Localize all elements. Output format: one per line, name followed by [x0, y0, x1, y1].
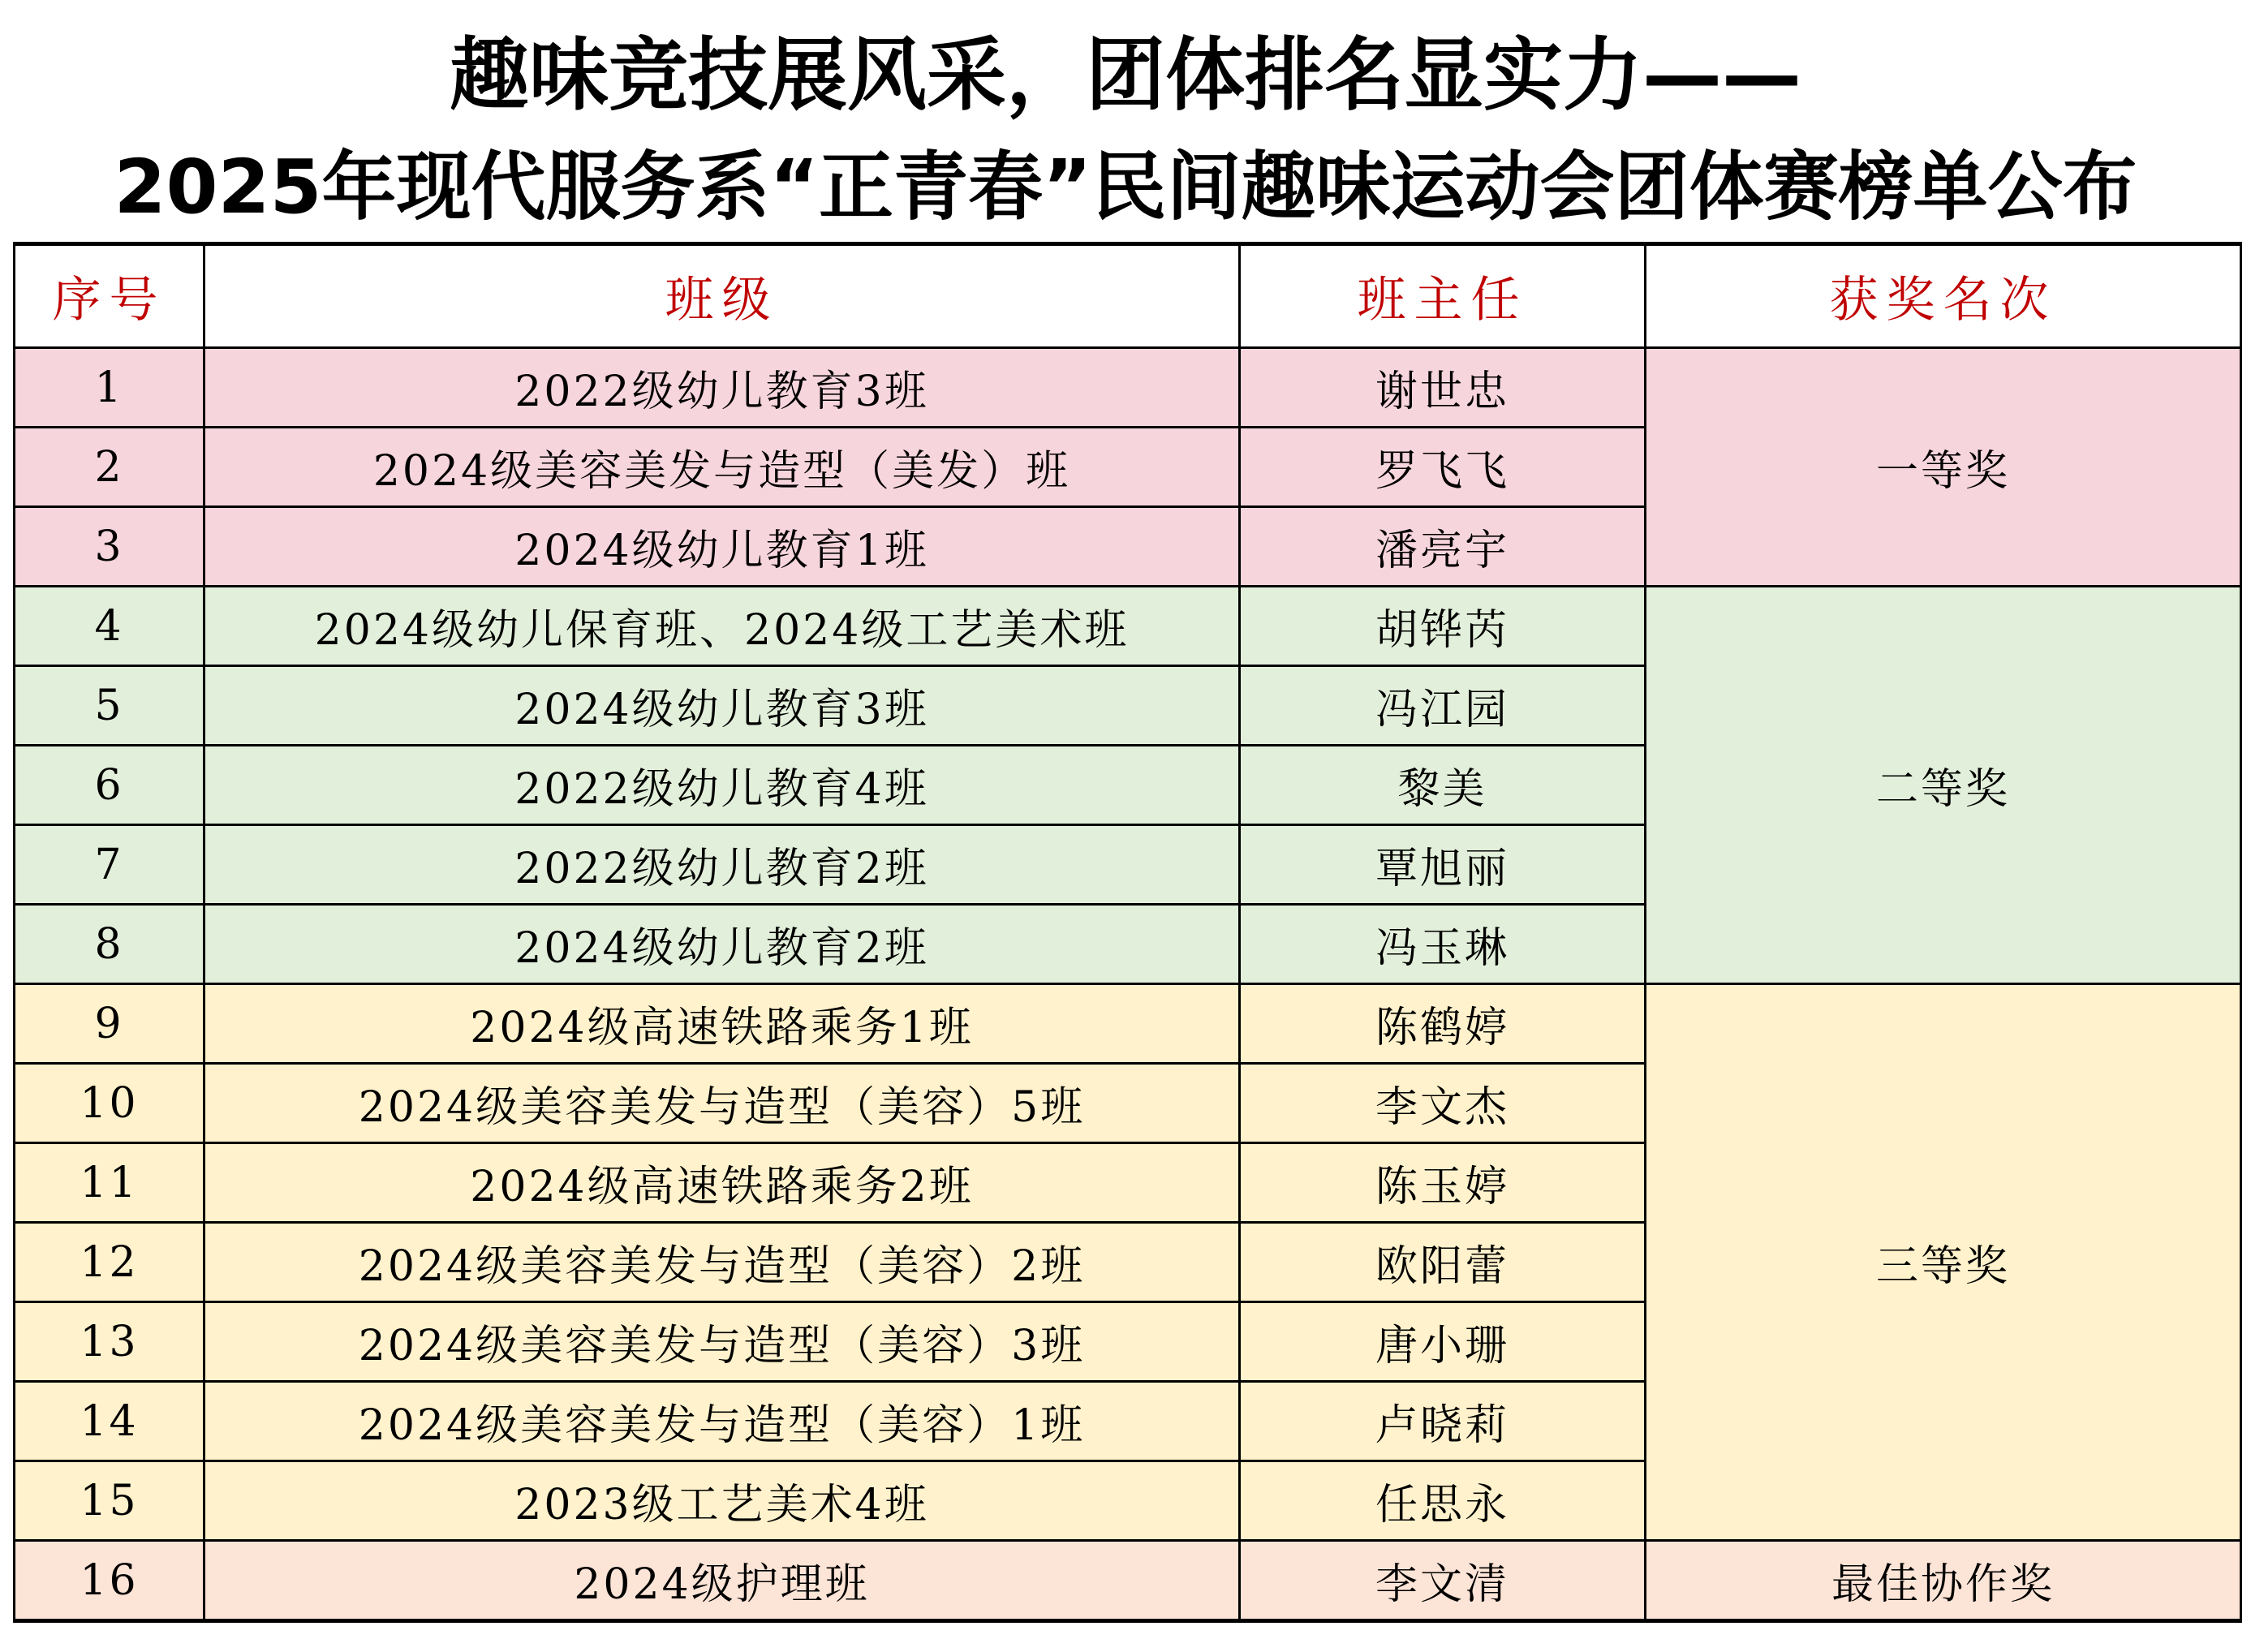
table-row: [15, 348, 2241, 428]
cell-no: 15: [15, 1461, 204, 1541]
cell-teacher: 罗飞飞: [1240, 428, 1646, 507]
cell-teacher: 冯江园: [1240, 666, 1646, 746]
cell-class: 2024级护理班: [204, 1541, 1240, 1621]
cell-class: 2024级幼儿教育1班: [204, 507, 1240, 587]
cell-class: 2024级美容美发与造型（美容）1班: [204, 1382, 1240, 1461]
cell-class: 2024级幼儿保育班、2024级工艺美术班: [204, 587, 1240, 666]
table-row: [15, 1541, 2241, 1621]
page-subtitle: 2025年现代服务系“正青春”民间趣味运动会团体赛榜单公布: [114, 144, 2137, 230]
cell-teacher: 陈鹤婷: [1240, 984, 1646, 1064]
header-no: 序号: [15, 244, 204, 348]
cell-no: 4: [15, 587, 204, 666]
cell-no: 5: [15, 666, 204, 746]
table-header-row: [15, 244, 2241, 348]
cell-teacher: 黎美: [1240, 746, 1646, 825]
cell-teacher: 陈玉婷: [1240, 1143, 1646, 1223]
cell-class: 2024级高速铁路乘务2班: [204, 1143, 1240, 1223]
cell-class: 2022级幼儿教育4班: [204, 746, 1240, 825]
cell-no: 7: [15, 825, 204, 905]
cell-teacher: 唐小珊: [1240, 1302, 1646, 1382]
cell-no: 10: [15, 1064, 204, 1143]
cell-no: 6: [15, 746, 204, 825]
ranking-table: [13, 242, 2242, 1623]
cell-prize-cooperation: 最佳协作奖: [1646, 1541, 2241, 1621]
cell-no: 3: [15, 507, 204, 587]
cell-teacher: 李文杰: [1240, 1064, 1646, 1143]
cell-teacher: 欧阳蕾: [1240, 1223, 1646, 1302]
cell-class: 2024级高速铁路乘务1班: [204, 984, 1240, 1064]
cell-no: 1: [15, 348, 204, 428]
cell-no: 13: [15, 1302, 204, 1382]
cell-class: 2024级美容美发与造型（美容）2班: [204, 1223, 1240, 1302]
cell-class: 2022级幼儿教育3班: [204, 348, 1240, 428]
cell-class: 2024级美容美发与造型（美发）班: [204, 428, 1240, 507]
cell-no: 9: [15, 984, 204, 1064]
cell-teacher: 潘亮宇: [1240, 507, 1646, 587]
header-prize: 获奖名次: [1646, 244, 2241, 348]
cell-no: 8: [15, 905, 204, 984]
cell-teacher: 卢晓莉: [1240, 1382, 1646, 1461]
cell-teacher: 任思永: [1240, 1461, 1646, 1541]
cell-teacher: 冯玉琳: [1240, 905, 1646, 984]
cell-no: 14: [15, 1382, 204, 1461]
cell-no: 16: [15, 1541, 204, 1621]
cell-prize-third: 三等奖: [1646, 984, 2241, 1541]
cell-class: 2024级幼儿教育3班: [204, 666, 1240, 746]
cell-teacher: 胡铧芮: [1240, 587, 1646, 666]
cell-no: 2: [15, 428, 204, 507]
cell-no: 11: [15, 1143, 204, 1223]
cell-teacher: 谢世忠: [1240, 348, 1646, 428]
cell-class: 2024级美容美发与造型（美容）5班: [204, 1064, 1240, 1143]
table-row: [15, 984, 2241, 1064]
header-class: 班级: [204, 244, 1240, 348]
cell-class: 2024级幼儿教育2班: [204, 905, 1240, 984]
cell-class: 2022级幼儿教育2班: [204, 825, 1240, 905]
cell-class: 2024级美容美发与造型（美容）3班: [204, 1302, 1240, 1382]
page-title: 趣味竞技展风采，团体排名显实力——: [449, 29, 1801, 122]
table-row: [15, 587, 2241, 666]
header-teacher: 班主任: [1240, 244, 1646, 348]
cell-no: 12: [15, 1223, 204, 1302]
cell-teacher: 李文清: [1240, 1541, 1646, 1621]
cell-teacher: 覃旭丽: [1240, 825, 1646, 905]
cell-class: 2023级工艺美术4班: [204, 1461, 1240, 1541]
cell-prize-first: 一等奖: [1646, 348, 2241, 587]
cell-prize-second: 二等奖: [1646, 587, 2241, 984]
